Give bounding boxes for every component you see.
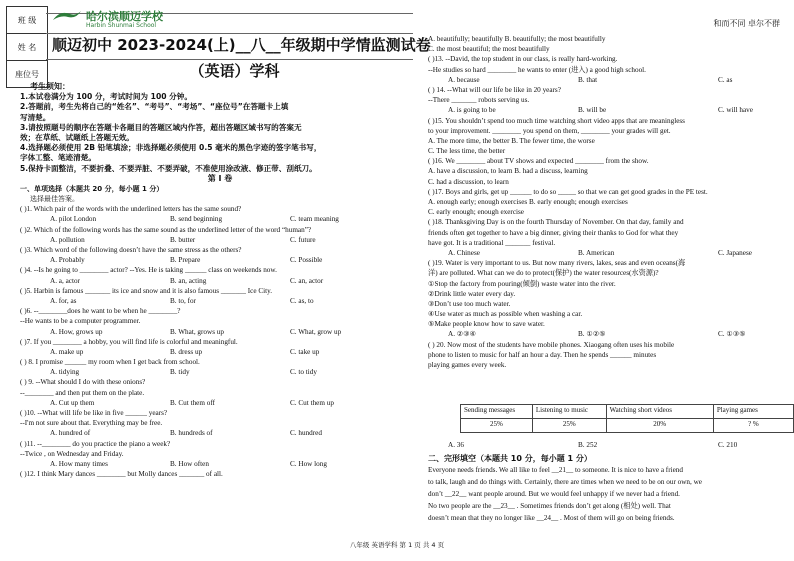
right-column [428,34,783,370]
option-c[interactable]: C. How long [290,459,327,468]
option-b[interactable]: B. How often [170,459,209,468]
question-line: A. have a discussion, to learn B. had a discuss, learning [428,167,588,176]
exam-title: 顺迈初中 2023-2024(上)__八__年级期中学情监测试卷 [52,36,431,54]
question-line: --There _______ robots serving us. [428,96,530,105]
question-line: 洋) are polluted. What can we do to protect(保护) the water resources(水资源)? [428,269,659,278]
question-line: to your improvement. ________ you spend on them, ________ your grades will get. [428,126,671,135]
exam-subject: （英语）学科 [189,62,280,80]
class-field-label: 班 级 [7,7,47,34]
question-line: ( )3. Which word of the following doesn’t have the same stress as the others? [20,246,242,254]
question-line: A. enough early; enough exercises B. early enough; enough exercises [428,198,628,206]
option-a[interactable]: A. pollution [50,235,85,244]
question-line: A. The more time, the better B. The fewer time, the worse [428,136,595,145]
option-row [20,214,420,224]
option-c[interactable]: C. What, grow up [290,327,342,336]
volume-label: 第 I 卷 [207,173,233,183]
option-c[interactable]: C. team meaning [290,215,339,224]
option-row [20,235,420,245]
question-line: phone to listen to music for half an hour a day. Then he spends ______ minutes [428,350,657,359]
table-header-cell: Playing games [713,405,793,419]
option-row [20,327,420,337]
option-a[interactable]: A. pilot London [50,215,97,224]
question-line: --He studies so hard ________ he wants to enter (进入) a good high school. [428,65,646,74]
question-line: ( )6. --________does he want to be when he ________? [20,307,181,316]
option-c[interactable]: C. an, actor [290,276,324,285]
school-emblem-icon [52,9,82,23]
note-item: 写清楚。 [20,112,51,122]
student-info-box [6,6,48,88]
seat-field-label: 座位号 [15,69,39,79]
question-line: ( ) 14. --What will our life be like in 20 years? [428,85,561,94]
option-b[interactable]: B. Prepare [170,256,201,265]
question-line: ( )7. If you ________ a hobby, you will find life is colorful and meaningful. [20,337,238,346]
option-b[interactable]: B. will be [578,106,607,115]
option-row [20,398,420,408]
option-b[interactable]: B. dress up [170,347,203,356]
question-line: ( ) 20. Now most of the students have mobile phones. Xiaogang often uses his mobile [428,340,675,349]
question-line: ②Drink little water every day. [428,289,516,298]
option-b[interactable]: B. to, for [170,296,196,305]
question-line: ①Stop the factory from pouring(倾倒) waste water into the river. [428,279,616,288]
question-line: ( )2. Which of the following words has the same sound as the underlined letter of the word “human”? [20,225,312,234]
option-c[interactable]: C. future [290,235,316,244]
question-line: C. early enough; enough exercise [428,208,524,217]
table-header-cell: Listening to music [532,405,606,419]
question-line: playing games every week. [428,361,507,369]
note-item: 1.本试卷满分为 100 分，考试时间为 100 分钟。 [20,92,192,102]
option-row [20,347,420,357]
question-line: A. beautifully; beautifully B. beautifully; the most beautifully [428,35,606,43]
q20-options [428,440,783,450]
question-line: ( )11. --________ do you practice the piano a week? [20,439,171,448]
question-line: C. had a discussion, to learn [428,177,509,186]
question-line: ( )18. Thanksgiving Day is on the fourth Thursday of November. On that day, family and [428,218,684,227]
option-row [428,329,783,339]
page-footer: 八年级 英语学科 第 1 页 共 4 页 [349,541,445,549]
question-line: C. The less time, the better [428,147,506,156]
school-name-english: Harbin Shunmai School [86,22,157,29]
question-line: ( ) 8. I promise ______ my room when I get back from school. [20,358,200,367]
cloze-line: Everyone needs friends. We all like to feel __21__ to someone. It is nice to have a friend [428,466,683,475]
cloze-line: No two people are the __23__ . Sometimes friends don’t get along (相处) well. That [428,502,671,511]
school-motto: 和而不同 卓尔不群 [713,19,780,28]
option-a[interactable]: A. Probably [50,256,85,265]
note-item: 3.请按照题号的顺序在答题卡各题目的答题区域内作答，超出答题区域书写的答案无 [20,122,302,132]
question-line: --Twice , on Wednesday and Friday. [20,449,124,458]
question-line: --________ and then put them on the plate. [20,388,145,397]
option-row [428,75,783,85]
question-line: ( )5. Harbin is famous _______ its ice and snow and it is also famous _______ Ice City. [20,286,273,295]
option-row [20,367,420,377]
option-c[interactable]: C. Possible [290,256,323,265]
section2-heading: 二、完形填空（本题共 10 分，每小题 1 分） [428,454,592,464]
option-a[interactable]: A. for, as [50,296,77,305]
question-line: ( ) 9. --What should I do with these onions? [20,378,146,387]
school-name: 哈尔滨顺迈学校 [86,10,163,23]
option-c[interactable]: C. as [718,75,733,84]
note-item: 效；在草纸、试题纸上答题无效。 [20,132,134,142]
q20-option-c[interactable]: C. 210 [718,441,738,449]
option-a[interactable]: A. Chinese [448,248,480,257]
question-line: friends often get together to have a big dinner, giving their thanks to God for what they [428,228,679,237]
option-a[interactable]: A. a, actor [50,276,80,285]
option-a[interactable]: A. hundred of [50,429,91,438]
table-header-cell: Watching short videos [606,405,713,419]
question-line: ( )12. I think Mary dances ________ but Molly dances _______ of all. [20,470,223,479]
question-line: ( )17. Boys and girls, get up ______ to do so _____ so that we can get good grades in the PE test. [428,187,708,196]
question-line: ③Don’t use too much water. [428,299,511,308]
note-item: 2.答题前，考生先将自己的“姓名”、“考号”、“考场”、“座位号”在答题卡上填 [20,102,289,112]
option-a[interactable]: A. Cut up them [50,398,95,407]
option-row [428,105,783,115]
table-value-cell: 25% [461,419,533,433]
question-line: ( )15. You shouldn’t spend too much time watching short video apps that are meaningless [428,116,685,125]
option-b[interactable]: B. hundreds of [170,429,213,438]
option-b[interactable]: B. butter [170,235,196,244]
option-c[interactable]: C. hundred [290,429,322,438]
option-b[interactable]: B. ①②⑤ [578,330,606,339]
question-line: --He wants to be a computer programmer. [20,317,141,326]
table-header-cell: Sending messages [461,405,533,419]
section2 [428,440,783,524]
cloze-line: to talk, laugh and do things with. Certainly, there are times when we need to be on our own, we [428,478,702,487]
option-a[interactable]: A. is going to be [448,106,496,115]
option-c[interactable]: C. Japanese [718,248,752,257]
note-item: 5.保持卡面整洁，不要折叠、不要弄脏、不要弄破，不准使用涂改液、修正带、刮纸刀。 [20,163,317,173]
option-b[interactable]: B. American [578,248,615,257]
question-line: have got. It is a traditional _______ festival. [428,238,556,247]
option-row [428,248,783,258]
option-row [20,428,420,438]
section1-instruction: 选择最佳答案。 [30,195,79,204]
option-b[interactable]: B. send beginning [170,215,223,224]
option-b[interactable]: B. Cut them off [170,398,215,407]
option-c[interactable]: C. to tidy [290,368,317,377]
option-b[interactable]: B. tidy [170,368,190,377]
table-value-cell: ? % [713,419,793,433]
option-row [20,459,420,469]
option-b[interactable]: B. that [578,75,598,84]
note-item: 字体工整、笔迹清楚。 [20,153,96,163]
name-field-label: 姓 名 [7,34,47,61]
option-a[interactable]: A. make up [50,347,84,356]
question-line: ( )4. --Is he going to ________ actor? --Yes. He is taking ______ class on weekends now. [20,266,277,275]
option-a[interactable]: A. How, grows up [50,327,103,336]
table-value-cell: 25% [532,419,606,433]
q20-option-b[interactable]: B. 252 [578,441,598,449]
q20-option-a[interactable]: A. 36 [448,441,464,449]
question-line: ④Use water as much as possible when washing a car. [428,310,583,319]
option-a[interactable]: A. ②③④ [448,330,477,339]
option-c[interactable]: C. ①③⑤ [718,330,746,339]
school-logo [52,8,163,29]
section1-heading: 一、单项选择（本题共 20 分，每小题 1 分） [20,184,164,193]
question-line: ( )19. Water is very important to us. But now many rivers, lakes, seas and even oceans(海 [428,259,686,268]
option-a[interactable]: A. How many times [50,459,108,468]
notes-heading: 考生须知： [30,82,70,91]
option-c[interactable]: C. Cut them up [290,398,334,407]
question-line: ⑤Make people know how to save water. [428,320,545,329]
table-value-cell: 20% [606,419,713,433]
cloze-line: don’t __22__ want people around. But we would feel unhappy if we never had a friend. [428,490,680,499]
question-line: ( )13. --David, the top student in our class, is really hard-working. [428,55,618,64]
option-row [20,276,420,286]
option-b[interactable]: B. What, grows up [170,327,224,336]
option-c[interactable]: C. as, to [290,296,314,305]
question-line: C. the most beautiful; the most beautifully [428,45,550,54]
question-line: ( )1. Which pair of the words with the underlined letters has the same sound? [20,205,242,214]
question-line: --I'm not sure about that. Everything may be free. [20,419,163,428]
option-row [20,296,420,306]
question-line: ( )10. --What will life be like in five ______ years? [20,409,168,417]
cloze-line: doesn’t mean that they no longer like __24__ . Most of them will go on being friends. [428,514,675,523]
option-c[interactable]: C. will have [718,106,753,115]
option-b[interactable]: B. an, acting [170,276,207,285]
option-a[interactable]: A. because [448,75,480,84]
question-line: ( )16. We ________ about TV shows and expected ________ from the show. [428,157,649,166]
option-a[interactable]: A. tidying [50,368,80,377]
note-item: 4.选择题必须使用 2B 铅笔填涂；非选择题必须使用 0.5 毫米的黑色字迹的签字笔书写， [20,143,322,153]
activity-table [460,404,794,433]
exam-notes [20,82,420,479]
option-row [20,255,420,265]
option-c[interactable]: C. take up [290,347,320,356]
